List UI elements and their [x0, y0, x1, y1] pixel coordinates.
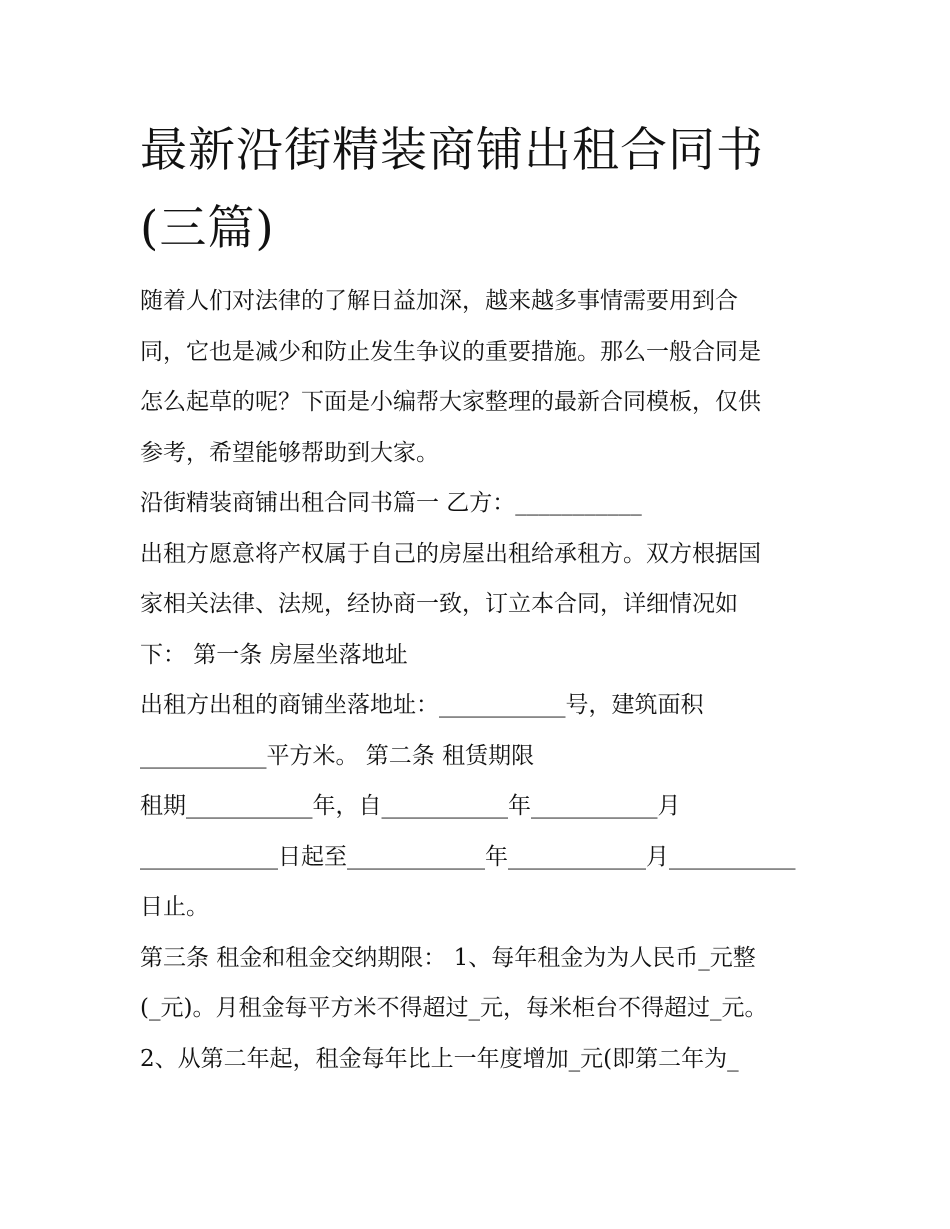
body-line: 2、从第二年起，租金每年比上一年度增加_元(即第二年为_	[140, 1045, 739, 1072]
body-line: 同，它也是减少和防止发生争议的重要措施。那么一般合同是	[140, 338, 761, 365]
body-line: 租期___________年，自___________年___________月	[140, 793, 681, 819]
body-line: 出租方愿意将产权属于自己的房屋出租给承租方。双方根据国	[140, 540, 761, 567]
body-line: 随着人们对法律的了解日益加深，越来越多事情需要用到合	[140, 288, 738, 314]
title-line: (三篇)	[140, 201, 275, 256]
body-line: 家相关法律、法规，经协商一致，订立本合同，详细情况如	[140, 591, 738, 617]
body-line: 出租方出租的商铺坐落地址：___________号，建筑面积	[140, 692, 704, 718]
body-line: 参考，希望能够帮助到大家。	[140, 439, 439, 466]
body-line: (_元)。月租金每平方米不得超过_元，每米柜台不得超过_元。	[140, 995, 768, 1021]
body-line: 怎么起草的呢？下面是小编帮大家整理的最新合同模板，仅供	[140, 389, 761, 415]
body-line: 日止。	[140, 894, 209, 920]
title-line: 最新沿街精装商铺出租合同书	[140, 123, 764, 178]
body-line: 沿街精装商铺出租合同书篇一 乙方：___________	[140, 490, 642, 516]
body-line: ____________日起至____________年____________月___________	[140, 843, 796, 870]
document-body	[140, 276, 830, 1084]
body-line: 下： 第一条 房屋坐落地址	[140, 641, 408, 668]
body-line: ___________平方米。 第二条 租赁期限	[140, 742, 535, 769]
document-title	[140, 112, 820, 268]
body-line: 第三条 租金和租金交纳期限： 1、每年租金为为人民币_元整	[140, 944, 756, 971]
